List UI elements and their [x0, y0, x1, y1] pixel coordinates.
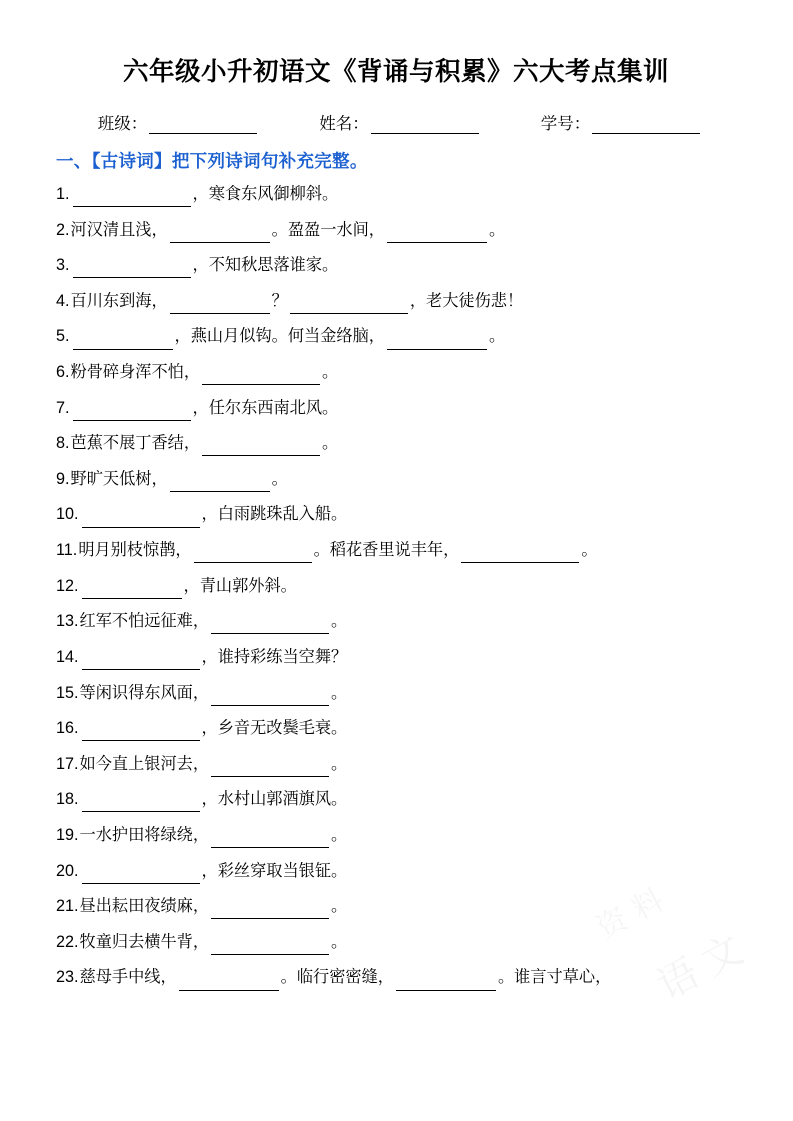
question-line: [56, 716, 736, 741]
question-number: 19.: [56, 825, 79, 844]
question-number: 1.: [56, 185, 70, 203]
student-info-row: [56, 110, 736, 134]
question-text: 野旷天低树，: [70, 469, 168, 488]
answer-blank[interactable]: [170, 475, 270, 492]
answer-blank[interactable]: [211, 689, 329, 706]
question-text: 。: [581, 541, 598, 560]
question-line: [56, 289, 736, 314]
question-text: 。盈盈一水间，: [271, 220, 385, 239]
question-number: 17.: [56, 754, 79, 773]
question-line: [56, 574, 736, 599]
question-text: 一水护田将绿绕，: [79, 825, 210, 844]
question-number: 14.: [56, 647, 79, 666]
question-text: 。: [331, 932, 348, 951]
answer-blank[interactable]: [211, 902, 329, 919]
answer-blank[interactable]: [82, 724, 200, 741]
question-text: 。: [331, 683, 348, 702]
answer-blank[interactable]: [82, 653, 200, 670]
question-number: 5.: [56, 327, 70, 346]
answer-blank[interactable]: [211, 760, 329, 777]
answer-blank[interactable]: [82, 582, 182, 599]
answer-blank[interactable]: [73, 190, 191, 207]
question-text: 。: [331, 897, 348, 916]
question-text: 芭蕉不展丁香结，: [70, 434, 201, 453]
name-input-blank[interactable]: [371, 116, 479, 134]
question-line: [56, 609, 736, 634]
answer-blank[interactable]: [73, 404, 191, 421]
question-text: ，白雨跳珠乱入船。: [201, 505, 348, 524]
question-number: 21.: [56, 897, 79, 916]
question-text: 。: [331, 612, 348, 631]
question-text: 百川东到海，: [70, 291, 168, 310]
document-content: [56, 44, 736, 1001]
question-text: ，彩丝穿取当银钲。: [201, 861, 348, 880]
question-text: 河汉清且浅，: [70, 220, 168, 239]
question-number: 4.: [56, 291, 70, 310]
answer-blank[interactable]: [82, 795, 200, 812]
question-number: 9.: [56, 469, 70, 488]
answer-blank[interactable]: [211, 617, 329, 634]
question-list: [56, 182, 736, 991]
class-input-blank[interactable]: [149, 116, 257, 134]
answer-blank[interactable]: [73, 261, 191, 278]
answer-blank[interactable]: [194, 546, 312, 563]
answer-blank[interactable]: [211, 938, 329, 955]
question-number: 7.: [56, 398, 70, 417]
question-text: 明月别枝惊鹊，: [78, 541, 192, 560]
answer-blank[interactable]: [202, 439, 320, 456]
student-id-input-blank[interactable]: [592, 116, 700, 134]
class-label: 班级：: [97, 115, 148, 133]
section-prefix: 一、: [56, 151, 92, 171]
question-text: ，乡音无改鬓毛衰。: [201, 719, 348, 738]
question-number: 15.: [56, 683, 79, 702]
question-text: ，不知秋思落谁家。: [192, 256, 339, 275]
answer-blank[interactable]: [82, 867, 200, 884]
question-text: 。: [331, 825, 348, 844]
student-id-label: 学号：: [540, 115, 591, 133]
question-line: [56, 182, 736, 207]
name-field: [319, 110, 479, 134]
question-text: 。: [331, 754, 348, 773]
question-text: 。: [271, 469, 288, 488]
answer-blank[interactable]: [461, 546, 579, 563]
answer-blank[interactable]: [211, 831, 329, 848]
question-line: [56, 787, 736, 812]
question-text: 。: [488, 220, 506, 239]
question-text: 。: [322, 363, 339, 382]
question-number: 16.: [56, 719, 79, 738]
question-line: [56, 253, 736, 278]
question-number: 2.: [56, 220, 70, 239]
question-text: ，谁持彩练当空舞？: [201, 647, 348, 666]
question-number: 18.: [56, 790, 79, 809]
question-text: 。: [488, 327, 506, 346]
question-text: 。: [322, 434, 339, 453]
answer-blank[interactable]: [73, 333, 173, 350]
answer-blank[interactable]: [82, 511, 200, 528]
question-line: [56, 965, 736, 990]
question-text: ，燕山月似钩。何当金络脑，: [174, 327, 385, 346]
question-text: ，任尔东西南北风。: [192, 398, 339, 417]
question-line: [56, 859, 736, 884]
question-line: [56, 823, 736, 848]
student-id-field: [541, 110, 701, 134]
section-heading: [56, 148, 736, 173]
question-number: 13.: [56, 612, 79, 631]
question-line: [56, 467, 736, 492]
question-line: [56, 681, 736, 706]
question-number: 10.: [56, 505, 79, 524]
question-line: [56, 360, 736, 385]
question-number: 23.: [56, 968, 79, 987]
question-text: 。稻花香里说丰年，: [313, 541, 460, 560]
question-text: 慈母手中线，: [79, 968, 177, 987]
question-number: 6.: [56, 363, 70, 382]
question-line: [56, 645, 736, 670]
answer-blank[interactable]: [387, 333, 487, 350]
question-text: ，水村山郭酒旗风。: [201, 790, 348, 809]
question-line: [56, 218, 736, 243]
question-text: 等闲识得东风面，: [79, 683, 210, 702]
question-number: 22.: [56, 932, 79, 951]
question-text: 如今直上银河去，: [79, 754, 210, 773]
question-text: ？: [271, 291, 288, 310]
answer-blank[interactable]: [202, 368, 320, 385]
question-line: [56, 502, 736, 527]
answer-blank[interactable]: [396, 974, 496, 991]
question-text: 。谁言寸草心，: [497, 968, 612, 987]
question-number: 8.: [56, 434, 70, 453]
answer-blank[interactable]: [387, 226, 487, 243]
answer-blank[interactable]: [290, 297, 408, 314]
page-title: 六年级小升初语文《背诵与积累》六大考点集训: [122, 58, 669, 86]
question-number: 11.: [56, 541, 78, 560]
question-text: 。临行密密缝，: [280, 968, 394, 987]
question-number: 20.: [56, 861, 79, 880]
question-line: [56, 396, 736, 421]
question-text: 昼出耘田夜绩麻，: [79, 897, 210, 916]
section-instruction: 把下列诗词句补充完整。: [171, 151, 368, 171]
class-field: [98, 110, 258, 134]
question-text: 红军不怕远征难，: [79, 612, 210, 631]
question-number: 12.: [56, 576, 79, 595]
question-line: [56, 538, 736, 563]
question-line: [56, 431, 736, 456]
question-line: [56, 324, 736, 349]
question-text: ，老大徒伤悲！: [409, 291, 524, 310]
question-text: ，青山郭外斜。: [183, 576, 297, 595]
name-label: 姓名：: [319, 115, 369, 133]
question-number: 3.: [56, 256, 70, 275]
question-line: [56, 930, 736, 955]
answer-blank[interactable]: [179, 974, 279, 991]
question-line: [56, 894, 736, 919]
question-text: 粉骨碎身浑不怕，: [70, 363, 201, 382]
question-line: [56, 752, 736, 777]
question-text: ，寒食东风御柳斜。: [192, 185, 339, 203]
answer-blank[interactable]: [170, 226, 270, 243]
section-bracket-label: 【古诗词】: [91, 151, 172, 171]
answer-blank[interactable]: [170, 297, 270, 314]
question-text: 牧童归去横牛背，: [79, 932, 210, 951]
